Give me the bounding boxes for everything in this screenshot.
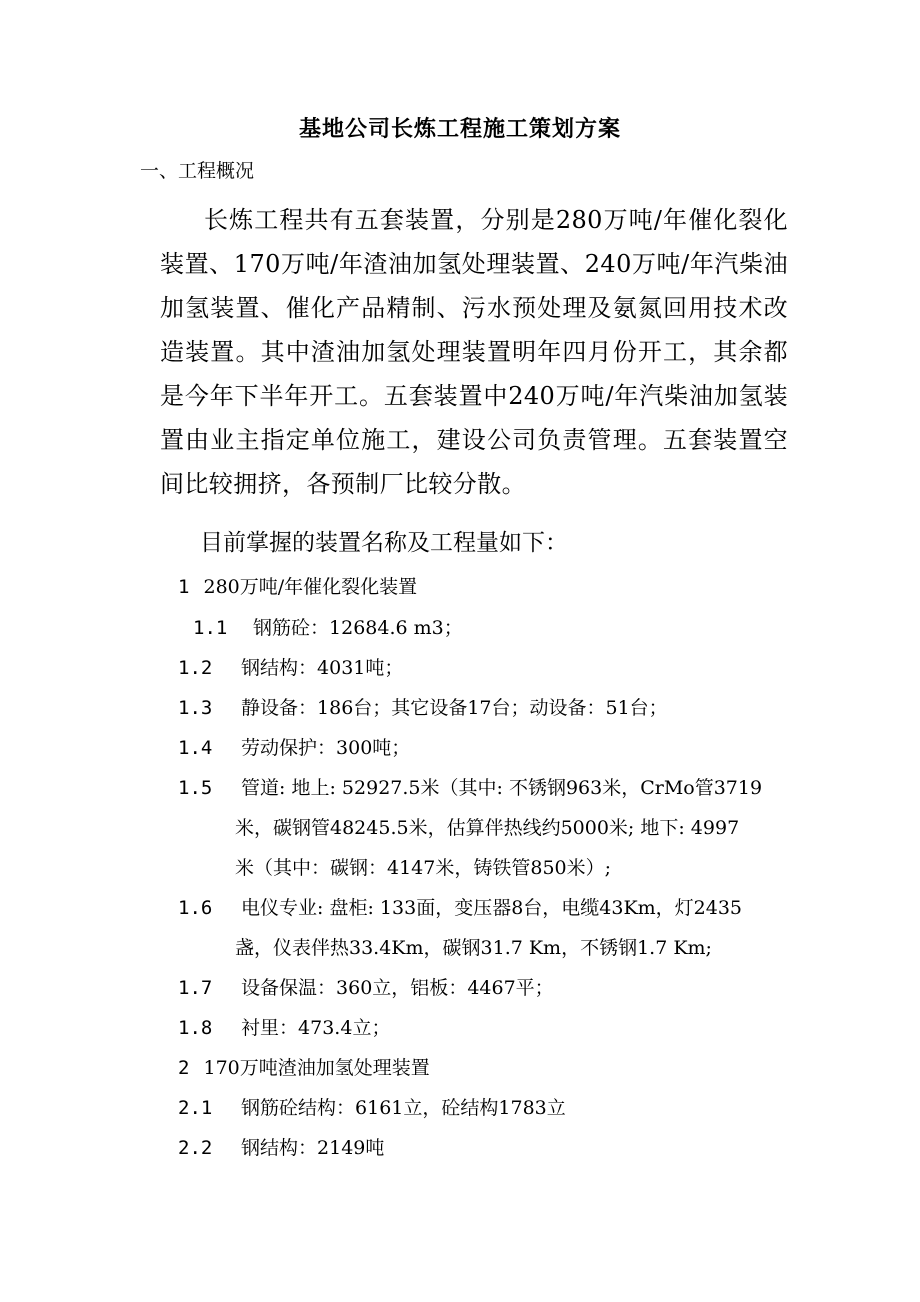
item-number: 1.4 bbox=[178, 737, 213, 759]
item-number: 1.1 bbox=[193, 617, 228, 639]
item-continuation: 米，碳钢管48245.5米，估算伴热线约5000米; 地下: 4997 bbox=[235, 817, 740, 839]
item-text: 钢筋砼结构：6161立，砼结构1783立 bbox=[241, 1097, 566, 1119]
item-number: 1.5 bbox=[178, 777, 213, 799]
item-text: 钢筋砼：12684.6 m3； bbox=[253, 617, 463, 639]
item-number: 1.6 bbox=[178, 897, 213, 919]
item-continuation: 盏，仪表伴热33.4Km，碳钢31.7 Km，不锈钢1.7 Km; bbox=[235, 937, 712, 959]
item-number: 1.7 bbox=[178, 977, 213, 999]
item-number: 1.8 bbox=[178, 1017, 213, 1039]
unit-number: 1 bbox=[178, 576, 190, 598]
item-number: 2.1 bbox=[178, 1097, 213, 1119]
document-title: 基地公司长炼工程施工策划方案 bbox=[298, 116, 621, 142]
item-number: 1.2 bbox=[178, 657, 213, 679]
unit-heading bbox=[178, 572, 417, 599]
list-item bbox=[178, 893, 742, 920]
list-item bbox=[178, 1013, 390, 1040]
item-text: 设备保温：360立，铝板：4467平； bbox=[241, 977, 554, 999]
item-text: 电仪专业: 盘柜: 133面，变压器8台，电缆43Km，灯2435 bbox=[241, 897, 743, 919]
item-text: 钢结构：4031吨； bbox=[241, 657, 404, 679]
quantities-intro: 目前掌握的装置名称及工程量如下： bbox=[200, 530, 568, 556]
item-number: 1.3 bbox=[178, 697, 213, 719]
item-text: 静设备：186台；其它设备17台；动设备：51台； bbox=[241, 697, 668, 719]
list-item bbox=[178, 773, 762, 800]
overview-paragraph: 长炼工程共有五套装置，分别是280万吨/年催化裂化装置、170万吨/年渣油加氢处理装置、240万吨/年汽柴油加氢装置、催化产品精制、污水预处理及氨氮回用技术改造装置。其中渣油加氢处理装置明年四月份开工，其余都是今年下半年开工。五套装置中240万吨/年汽柴油加氢装置由业主指定单位施工，建设公司负责管理。五套装置空间比较拥挤，各预制厂比较分散。 bbox=[160, 206, 788, 498]
list-item bbox=[178, 693, 668, 720]
list-item bbox=[178, 1093, 566, 1120]
section-heading: 一、工程概况 bbox=[140, 160, 255, 182]
item-text: 管道: 地上: 52927.5米（其中: 不锈钢963米，CrMo管3719 bbox=[241, 777, 763, 799]
unit-heading bbox=[178, 1053, 430, 1080]
unit-number: 2 bbox=[178, 1057, 190, 1079]
unit-name: 280万吨/年催化裂化装置 bbox=[203, 576, 418, 598]
list-item bbox=[178, 1133, 384, 1160]
list-item bbox=[178, 733, 410, 760]
list-item bbox=[178, 653, 403, 680]
unit-name: 170万吨渣油加氢处理装置 bbox=[203, 1057, 430, 1079]
list-item bbox=[178, 973, 554, 1000]
item-text: 钢结构：2149吨 bbox=[241, 1137, 385, 1159]
item-number: 2.2 bbox=[178, 1137, 213, 1159]
list-item bbox=[193, 613, 463, 640]
item-text: 劳动保护：300吨； bbox=[241, 737, 411, 759]
item-text: 衬里：473.4立； bbox=[241, 1017, 391, 1039]
item-continuation: 米（其中：碳钢：4147米，铸铁管850米）; bbox=[235, 857, 612, 879]
